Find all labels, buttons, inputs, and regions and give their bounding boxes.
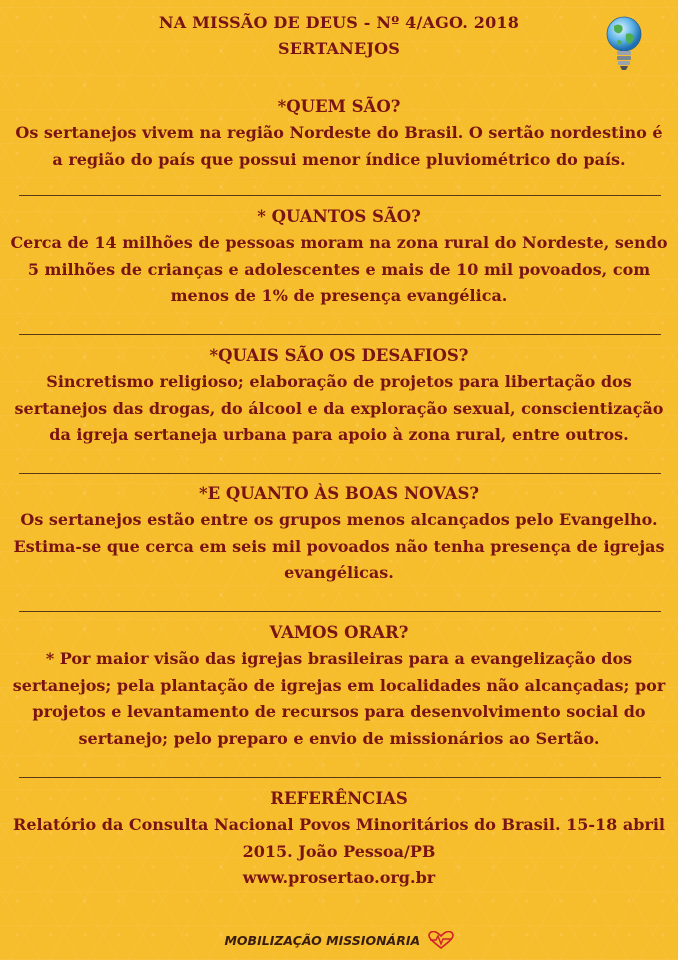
- section-pray-line-4: sertanejo; pelo preparo e envio de missionários ao Sertão.: [78, 728, 600, 748]
- section-good-news-line-3: evangélicas.: [284, 563, 394, 582]
- divider: [19, 473, 661, 474]
- section-challenges-line-1: Sincretismo religioso; elaboração de projetos para libertação dos: [46, 372, 632, 391]
- section-pray-line-1: * Por maior visão das igrejas brasileiras para a evangelização dos: [45, 649, 633, 668]
- section-pray: [0, 620, 678, 752]
- reference-link[interactable]: www.prosertao.org.br: [242, 868, 436, 887]
- divider: [19, 334, 661, 335]
- footer: [0, 931, 678, 952]
- section-challenges-line-2: sertanejos das drogas, do álcool e da exploração sexual, conscientização: [14, 398, 664, 418]
- globe-lightbulb-icon: [604, 14, 644, 74]
- section-challenges-line-3: da igreja sertaneja urbana para apoio à zona rural, entre outros.: [49, 425, 629, 444]
- section-good-news-line-1: Os sertanejos estão entre os grupos menos alcançados pelo Evangelho.: [20, 510, 658, 529]
- header: [0, 10, 678, 62]
- section-how-many-line-1: Cerca de 14 milhões de pessoas moram na zona rural do Nordeste, sendo: [10, 233, 668, 252]
- section-who-title: *QUEM SÃO?: [277, 97, 401, 116]
- section-good-news-line-2: Estima-se que cerca em seis mil povoados não tenha presença de igrejas: [13, 536, 665, 556]
- section-references: [0, 786, 678, 892]
- divider: [19, 195, 661, 196]
- section-how-many-line-3: menos de 1% de presença evangélica.: [170, 286, 508, 305]
- heartbeat-icon: [428, 931, 454, 952]
- section-pray-line-2: sertanejos; pela plantação de igrejas em localidades não alcançadas; por: [12, 675, 666, 695]
- section-who-line-1: Os sertanejos vivem na região Nordeste do Brasil. O sertão nordestino é: [15, 123, 663, 142]
- section-how-many-line-2: 5 milhões de crianças e adolescentes e mais de 10 mil povoados, com: [27, 259, 651, 279]
- divider: [19, 611, 661, 612]
- section-challenges: [0, 343, 678, 449]
- section-pray-title: VAMOS ORAR?: [269, 623, 409, 642]
- section-good-news-title: *E QUANTO ÀS BOAS NOVAS?: [198, 484, 480, 503]
- section-challenges-title: *QUAIS SÃO OS DESAFIOS?: [209, 346, 469, 365]
- section-how-many-title: * QUANTOS SÃO?: [257, 207, 421, 226]
- footer-brand: MOBILIZAÇÃO MISSIONÁRIA: [224, 933, 421, 948]
- section-how-many: [0, 204, 678, 310]
- reference-text-1: Relatório da Consulta Nacional Povos Minoritários do Brasil. 15-18 abril: [13, 815, 665, 834]
- divider: [19, 777, 661, 778]
- section-pray-line-3: projetos e levantamento de recursos para desenvolvimento social do: [32, 702, 646, 721]
- header-title: NA MISSÃO DE DEUS - Nº 4/AGO. 2018: [158, 13, 520, 32]
- section-references-title: REFERÊNCIAS: [270, 789, 408, 808]
- section-who: [0, 94, 678, 173]
- section-who-line-2: a região do país que possui menor índice pluviométrico do país.: [52, 149, 626, 169]
- reference-text-2: 2015. João Pessoa/PB: [242, 841, 436, 861]
- header-subtitle: SERTANEJOS: [277, 39, 401, 58]
- section-good-news: [0, 481, 678, 587]
